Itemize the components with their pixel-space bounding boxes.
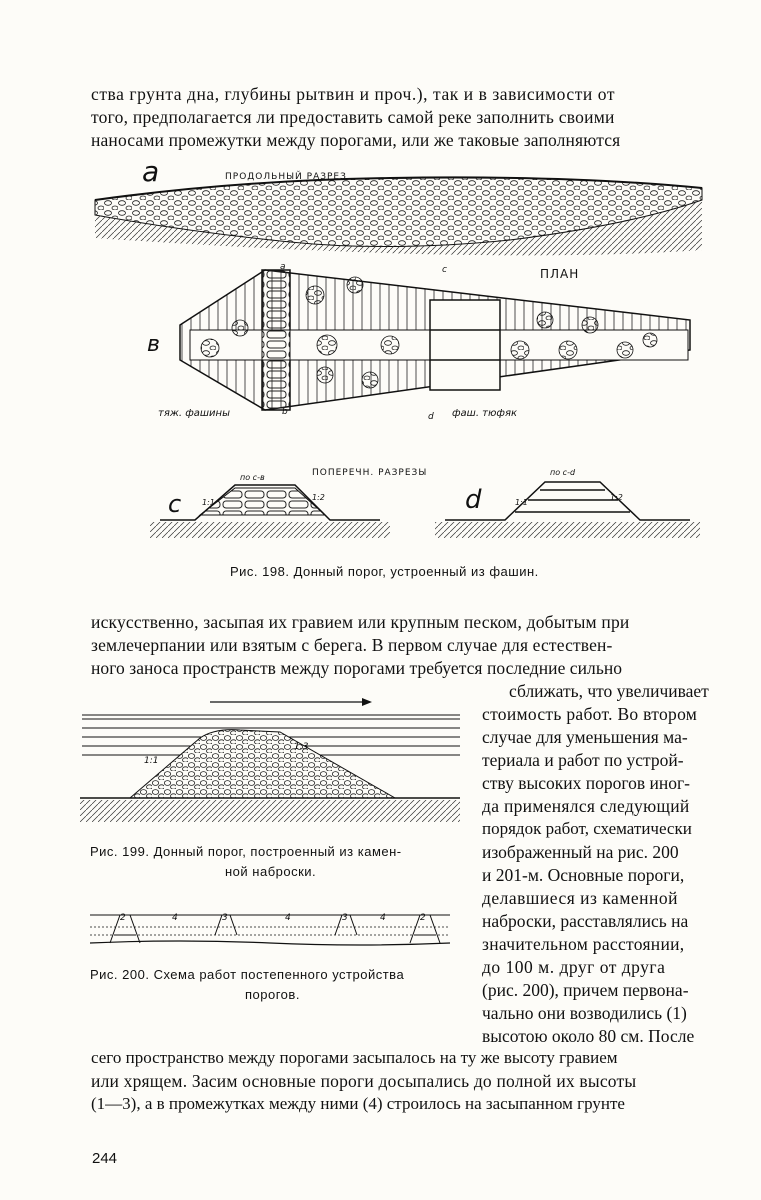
stage-number: 3 (342, 913, 348, 923)
text-line: того, предполагается ли предоставить самой реке заполнить своими (91, 107, 615, 127)
text-line: стоимость работ. Во втором (482, 704, 698, 724)
label-d: d (465, 485, 482, 515)
figure-200-drawing (80, 905, 460, 955)
text-line: (рис. 200), причем первона- (482, 980, 689, 1000)
text-line: чально они возводились (1) (482, 1003, 687, 1023)
text-line: ства грунта дна, глубины рытвин и проч.), так и в зависимости от (91, 84, 616, 104)
mark-d: d (428, 412, 434, 422)
text-line: высотою около 80 см. После (482, 1026, 695, 1046)
slope-c-left: 1:1 (202, 498, 215, 507)
mark-a: a (280, 262, 286, 272)
label-c: c (168, 490, 182, 518)
plan-view (180, 270, 690, 410)
stage-number: 4 (172, 913, 178, 923)
text-line: наброски, расставлялись на (482, 911, 689, 931)
slope-d-left: 1:1 (515, 498, 528, 507)
figure-200 (80, 905, 460, 1005)
text-line: сближать, что увеличивает (509, 681, 709, 701)
text-line: порядок работ, схематически (482, 819, 692, 838)
stage-number: 4 (380, 913, 386, 923)
title-longitudinal: ПРОДОЛЬНЫЙ РАЗРЕЗ (225, 172, 347, 182)
cross-d-top-label: по с-d (550, 468, 576, 477)
text-line: (1—3), а в промежутках между ними (4) строилось на засыпанном грунте (91, 1094, 625, 1113)
figure-198-caption: Рис. 198. Донный порог, устроенный из фашин. (230, 564, 539, 579)
figure-199 (80, 690, 460, 885)
note-fascine-mattress: фаш. тюфяк (452, 408, 518, 419)
slope-d-right: 1:2 (610, 493, 623, 502)
text-line: искусственно, засыпая их гравием или крупным песком, добытым при (91, 612, 630, 632)
figure-198-drawing (90, 160, 710, 590)
text-line: значительном расстоянии, (482, 934, 685, 954)
cross-section-c (150, 485, 390, 538)
title-cross: ПОПЕРЕЧН. РАЗРЕЗЫ (312, 468, 428, 478)
text-line: землечерпании или взятым с берега. В первом случае для естествен- (91, 635, 613, 655)
stage-number: 3 (222, 913, 228, 923)
slope-c-right: 1:2 (312, 493, 325, 502)
text-line: да применялся следующий (482, 796, 690, 816)
figure-200-caption-line1: Рис. 200. Схема работ постепенного устройства (90, 967, 405, 982)
text-line: сего пространство между порогами засыпалось на ту же высоту гравием (91, 1048, 618, 1067)
longitudinal-section (95, 177, 702, 255)
figure-199-drawing (80, 690, 460, 830)
text-line: изображенный на рис. 200 (482, 842, 679, 862)
text-line: до 100 м. друг от друга (482, 957, 666, 977)
slope-right: 1:3 (294, 742, 309, 752)
label-b: в (147, 332, 160, 357)
stage-number: 2 (120, 913, 126, 923)
text-line: и 201-м. Основные пороги, (482, 865, 685, 885)
note-heavy-fascines: тяж. фашины (158, 408, 230, 419)
text-line: делавшиеся из каменной (482, 888, 679, 908)
text-line: ству высоких порогов иног- (482, 773, 690, 793)
stage-number: 2 (420, 913, 426, 923)
text-line: или хрящем. Засим основные пороги досыпались до полной их высоты (91, 1071, 637, 1091)
figure-198 (90, 155, 710, 590)
text-line: ного заноса пространств между порогами требуется последние сильно (91, 658, 623, 678)
cross-c-top-label: по с-в (240, 473, 265, 482)
mark-c: c (442, 265, 447, 275)
mark-b: b (282, 407, 288, 417)
text-line: случае для уменьшения ма- (482, 727, 688, 747)
text-line: териала и работ по устрой- (482, 750, 684, 770)
page-number: 244 (92, 1150, 118, 1167)
label-a: a (142, 155, 160, 188)
title-plan: ПЛАН (540, 267, 580, 281)
text-line: наносами промежутки между порогами, или же таковые заполняются (91, 130, 621, 150)
figure-199-caption-line1: Рис. 199. Донный порог, построенный из камен- (90, 844, 402, 859)
stage-number: 4 (285, 913, 291, 923)
figure-199-caption-line2: ной наброски. (225, 864, 317, 879)
slope-left: 1:1 (144, 756, 159, 766)
figure-200-caption-line2: порогов. (245, 987, 300, 1002)
